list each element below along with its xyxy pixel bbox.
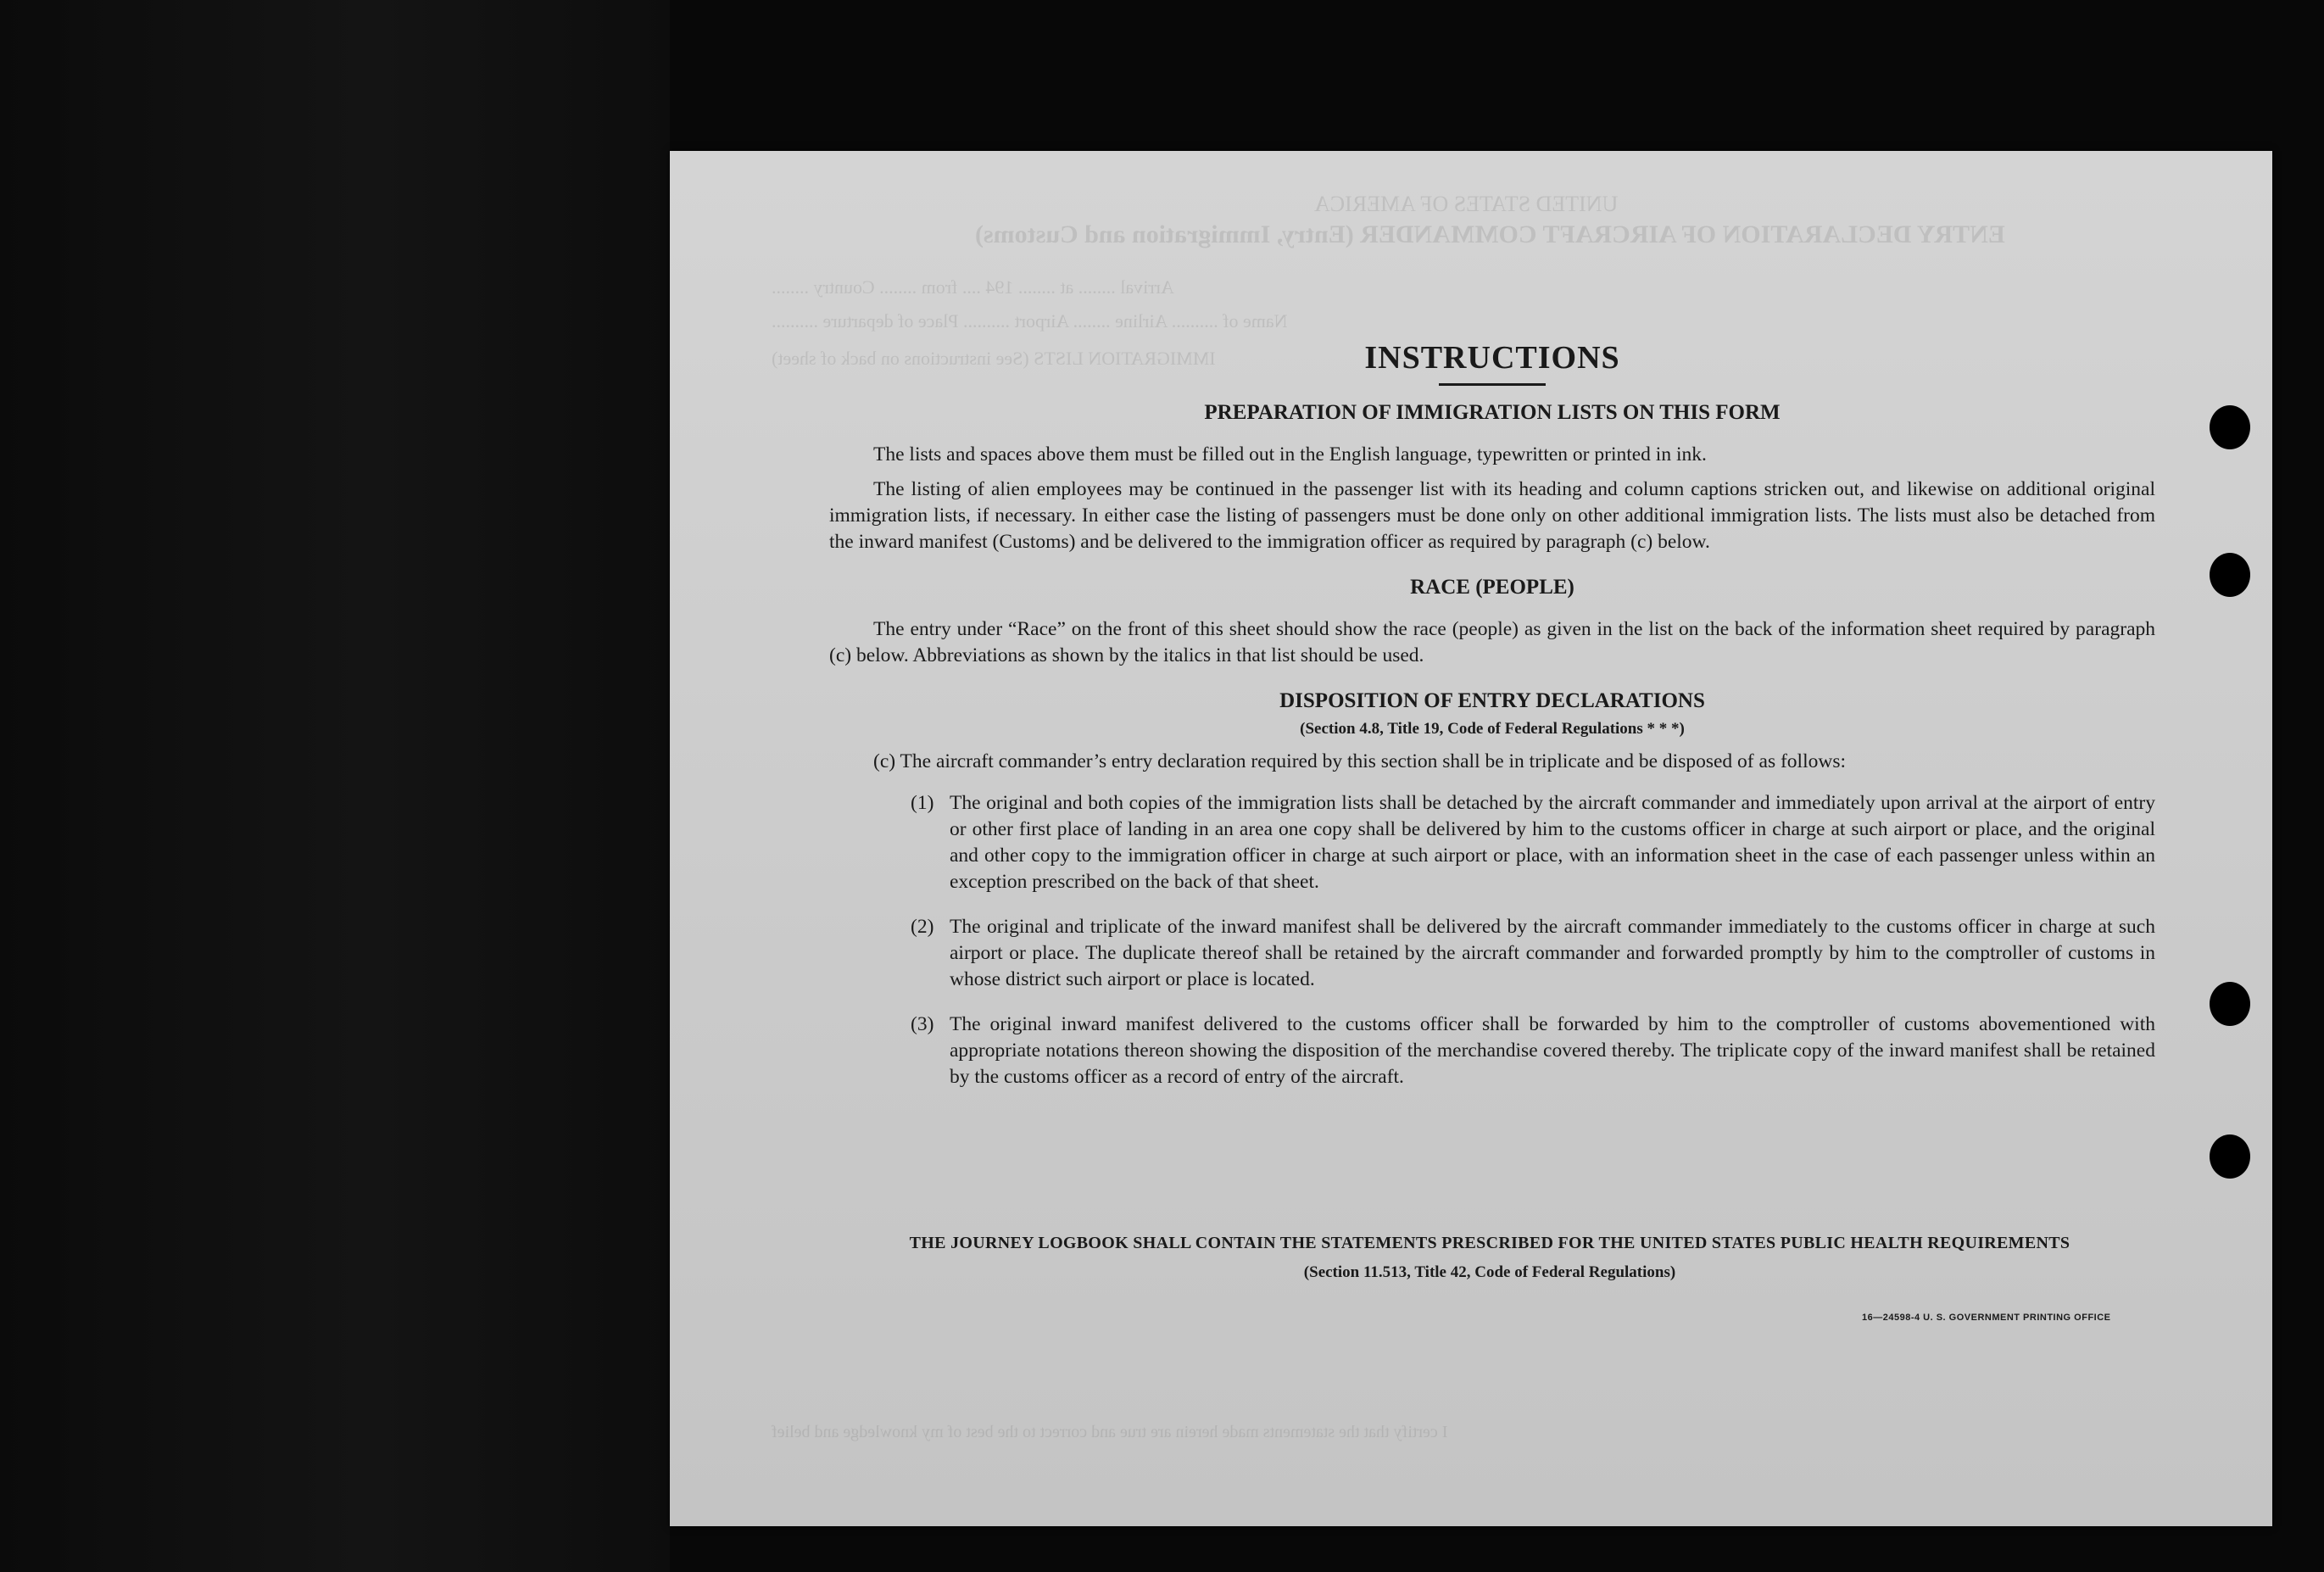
punch-hole	[2210, 405, 2250, 449]
list-item-number: (3)	[911, 1013, 934, 1035]
section-citation: (Section 4.8, Title 19, Code of Federal Regulations * * *)	[1300, 720, 1685, 738]
list-item	[911, 790, 2155, 895]
list-item	[911, 914, 2155, 993]
paragraph-c: (c) The aircraft commander’s entry declaration required by this section shall be in triplicate and be disposed of as follows:	[873, 750, 1846, 772]
bleed-through-text: UNITED STATES OF AMERICA	[1314, 192, 1619, 216]
bleed-through-text: ENTRY DECLARATION OF AIRCRAFT COMMANDER (Entry, Immigration and Customs)	[975, 220, 2005, 248]
page-title: INSTRUCTIONS	[1364, 340, 1620, 376]
list-item-number: (1)	[911, 792, 934, 814]
footer-statement: THE JOURNEY LOGBOOK SHALL CONTAIN THE STATEMENTS PRESCRIBED FOR THE UNITED STATES PUBLIC HEALTH REQUIREMENTS	[909, 1234, 2070, 1252]
section-heading-preparation: PREPARATION OF IMMIGRATION LISTS ON THIS FORM	[1204, 401, 1781, 424]
list-item-number: (2)	[911, 916, 934, 938]
paragraph: The lists and spaces above them must be filled out in the English language, typewritten or printed in ink.	[873, 443, 1707, 465]
punch-hole	[2210, 553, 2250, 597]
punch-hole	[2210, 1134, 2250, 1179]
paragraph: The listing of alien employees may be continued in the passenger list with its heading and column captions stricken out, and likewise on additional original immigration lists, if necessary. In either case the listing of passengers must be done only on other additional immigration lists. The lists must also be detached from the inward manifest (Customs) and be delivered to the immigration officer as required by paragraph (c) below.	[829, 478, 2155, 553]
scan-background	[0, 0, 670, 1572]
list-item	[911, 1012, 2155, 1090]
title-underline	[1439, 383, 1546, 386]
bleed-through-text: I certify that the statements made herein are true and correct to the best of my knowledge and belief	[772, 1423, 1448, 1441]
printing-office-code: 16—24598-4 U. S. GOVERNMENT PRINTING OFFICE	[1862, 1313, 2111, 1323]
section-heading-disposition: DISPOSITION OF ENTRY DECLARATIONS	[1279, 689, 1705, 712]
punch-hole	[2210, 982, 2250, 1026]
paragraph: The entry under “Race” on the front of this sheet should show the race (people) as given in the list on the back of the information sheet required by paragraph (c) below. Abbreviations as shown by the italics in that list should be used.	[829, 618, 2155, 666]
bleed-through-text: Name of .......... Airline ........ Airport .......... Place of departure ..........	[772, 310, 1288, 332]
list-item-text: The original inward manifest delivered to the customs officer shall be forwarded by him to the comptroller of customs abovementioned with appropriate notations thereon showing the disposition of the merchandise covered thereby. The triplicate copy of the inward manifest shall be retained by the customs officer as a record of entry of the aircraft.	[950, 1013, 2155, 1088]
list-item-text: The original and both copies of the immigration lists shall be detached by the aircraft commander and immediately upon arrival at the airport of entry or other first place of landing in an area one copy shall be delivered by him to the customs officer in charge at such airport or place, and the original and other copy to the immigration officer in charge at such airport or place, with an information sheet in the case of each passenger unless within an exception prescribed on the back of that sheet.	[950, 792, 2155, 893]
section-heading-race: RACE (PEOPLE)	[1410, 576, 1574, 599]
bleed-through-text: Arrival ........ at ........ 194 .... from ........ Country ........	[772, 276, 1174, 298]
instructions-body	[829, 339, 2155, 1109]
list-item-text: The original and triplicate of the inward manifest shall be delivered by the aircraft commander immediately to the customs officer in charge at such airport or place. The duplicate thereof shall be retained by the aircraft commander and forwarded promptly by him to the comptroller of customs in whose district such airport or place is located.	[950, 916, 2155, 990]
footer-citation: (Section 11.513, Title 42, Code of Federal Regulations)	[1303, 1263, 1676, 1281]
bleed-through-text: IMMIGRATION LISTS (See instructions on back of sheet)	[772, 348, 1216, 369]
